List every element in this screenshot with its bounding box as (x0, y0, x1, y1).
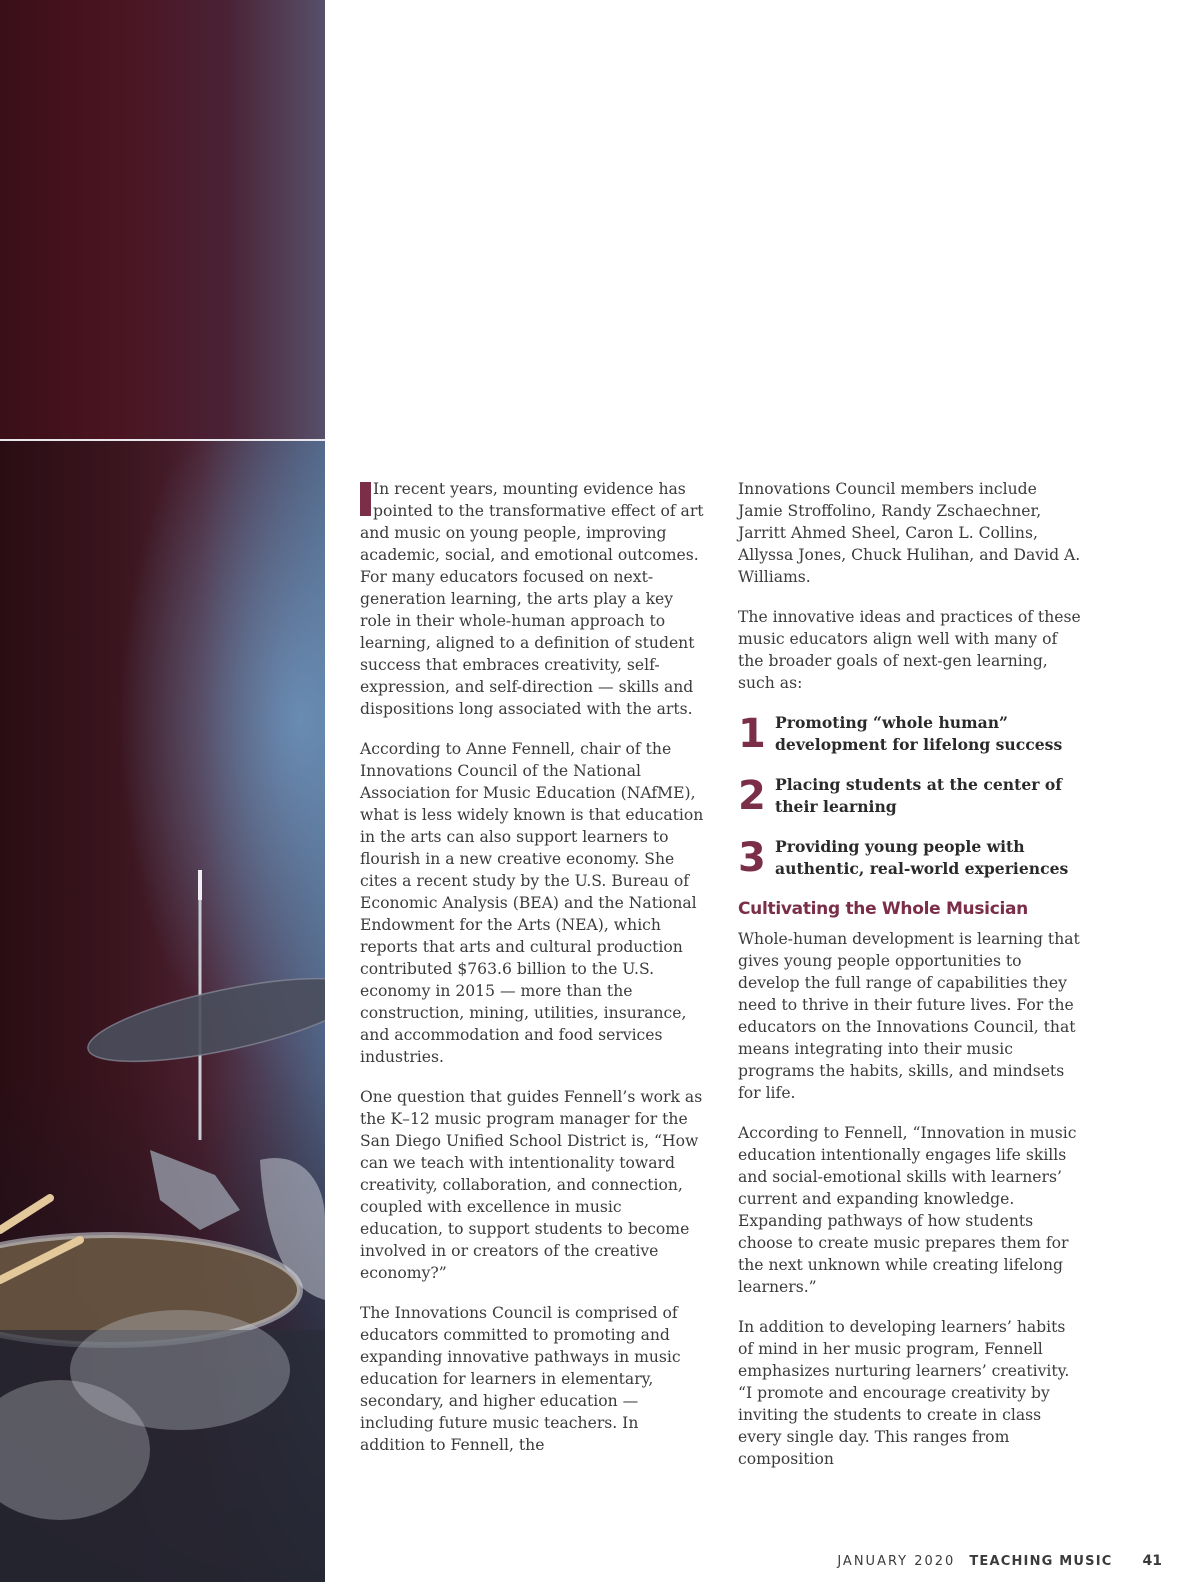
article-right-column (738, 478, 1083, 1488)
goal-item (738, 774, 1083, 818)
page-footer (837, 1553, 1162, 1569)
goal-text: Placing students at the center of their learning (775, 775, 1062, 816)
goal-number: 1 (738, 711, 766, 757)
article-left-column (360, 478, 705, 1474)
goal-text: Providing young people with authentic, real-world experiences (775, 837, 1069, 878)
article-paragraph: The Innovations Council is comprised of educators committed to promoting and expanding innovative pathways in music education for learners in elementary, secondary, and higher education — including future music teachers. In addition to Fennell, the (360, 1304, 681, 1454)
goal-item (738, 836, 1083, 880)
article-paragraph: Innovations Council members include Jamie Stroffolino, Randy Zschaechner, Jarritt Ahmed Sheel, Caron L. Collins, Allyssa Jones, Chuck Hulihan, and David A. Williams. (738, 480, 1081, 586)
article-paragraph-intro (360, 478, 705, 720)
article-paragraph: Whole-human development is learning that gives young people opportunities to develop the full range of capabilities they need to thrive in their future lives. For the educators on the Innovations Council, that means integrating into their music programs the habits, skills, and mindsets for life. (738, 930, 1080, 1102)
goal-item (738, 712, 1083, 756)
goal-text: Promoting “whole human” development for lifelong success (775, 713, 1063, 754)
drop-cap-mark (360, 482, 371, 516)
magazine-title: TEACHING MUSIC (969, 1554, 1113, 1569)
drum-hardware (150, 1150, 240, 1230)
goal-number: 2 (738, 773, 766, 819)
article-paragraph: In addition to developing learners’ habits of mind in her music program, Fennell emphasizes nurturing learners’ creativity. “I promote and encourage creativity by inviting the students to create in class every single day. This ranges from composition (738, 1318, 1070, 1468)
article-paragraph: According to Fennell, “Innovation in music education intentionally engages life skills and social-emotional skills with learners’ current and expanding knowledge. Expanding pathways of how students choose to create music prepares them for the next unknown while creating lifelong learners.” (738, 1124, 1077, 1296)
section-subhead: Cultivating the Whole Musician (738, 899, 1028, 919)
drum-kit-illustration (0, 0, 325, 1582)
goal-number: 3 (738, 835, 766, 881)
article-paragraph: One question that guides Fennell’s work as the K–12 music program manager for the San Diego Unified School District is, “How can we teach with intentionality toward creativity, collaboration, and connection, coupled with excellence in music education, to support students to become involved in or creators of the creative economy?” (360, 1088, 703, 1282)
drumstick (0, 1198, 50, 1230)
intro-text: In recent years, mounting evidence has pointed to the transformative effect of art and music on young people, improving academic, social, and emotional outcomes. For many educators focused on next-generation learning, the arts play a key role in their whole-human approach to learning, aligned to a definition of student success that embraces creativity, self-expression, and self-direction — skills and dispositions long associated with the arts. (360, 480, 704, 718)
article-paragraph: According to Anne Fennell, chair of the Innovations Council of the National Association for Music Education (NAfME), what is less widely known is that education in the arts can also support learners to flourish in a new creative economy. She cites a recent study by the U.S. Bureau of Economic Analysis (BEA) and the National Endowment for the Arts (NEA), which reports that arts and cultural production contributed $763.6 billion to the U.S. economy in 2015 — more than the construction, mining, utilities, insurance, and accommodation and food services industries. (360, 740, 704, 1066)
drum-kit-photo (0, 0, 325, 1582)
issue-date: JANUARY 2020 (837, 1554, 956, 1569)
page-number: 41 (1142, 1553, 1162, 1569)
article-paragraph: The innovative ideas and practices of these music educators align well with many of the broader goals of next-gen learning, such as: (738, 608, 1081, 692)
